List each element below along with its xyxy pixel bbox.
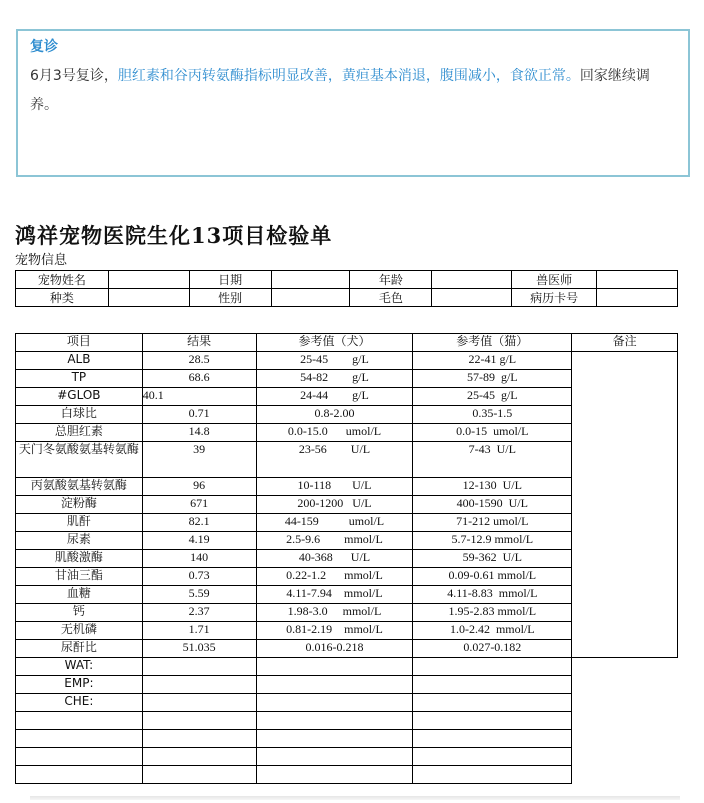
remark-cell (572, 352, 678, 658)
result-value (142, 676, 256, 694)
dog-reference: 4.11-7.94 mmol/L (256, 586, 413, 604)
result-value: 0.73 (142, 568, 256, 586)
result-item: 肌酸激酶 (16, 550, 143, 568)
dog-reference: 0.22-1.2 mmol/L (256, 568, 413, 586)
result-value (142, 730, 256, 748)
result-value: 96 (142, 478, 256, 496)
note-text-suffix: 回家继续调养。 (30, 68, 650, 113)
result-item: 无机磷 (16, 622, 143, 640)
result-item: CHE: (16, 694, 143, 712)
result-item: 血糖 (16, 586, 143, 604)
result-item (16, 730, 143, 748)
result-value: 51.035 (142, 640, 256, 658)
dog-reference: 44-159 umol/L (256, 514, 413, 532)
info-cell (597, 271, 678, 289)
dog-reference: 2.5-9.6 mmol/L (256, 532, 413, 550)
table-row (16, 676, 678, 694)
header-remark: 备注 (572, 334, 678, 352)
result-value (142, 766, 256, 784)
cat-reference (413, 748, 572, 766)
remark-cell (572, 676, 678, 694)
header-cat-reference: 参考值（猫） (413, 334, 572, 352)
result-value: 68.6 (142, 370, 256, 388)
table-row (16, 730, 678, 748)
dog-reference (256, 694, 413, 712)
table-row (16, 748, 678, 766)
remark-cell (572, 712, 678, 730)
pet-info-table (15, 270, 678, 307)
info-cell: 日期 (189, 271, 271, 289)
cat-reference: 0.09-0.61 mmol/L (413, 568, 572, 586)
cat-reference: 7-43 U/L (413, 442, 572, 478)
result-item: EMP: (16, 676, 143, 694)
result-item: 尿素 (16, 532, 143, 550)
dog-reference: 200-1200 U/L (256, 496, 413, 514)
cat-reference (413, 694, 572, 712)
result-value: 4.19 (142, 532, 256, 550)
cat-reference: 12-130 U/L (413, 478, 572, 496)
info-cell (432, 289, 512, 307)
pet-info-row (16, 289, 678, 307)
table-row (16, 694, 678, 712)
bottom-divider (30, 796, 680, 800)
info-cell: 性别 (189, 289, 271, 307)
result-value: 40.1 (142, 388, 256, 406)
lab-result-table (15, 333, 678, 784)
info-cell: 种类 (16, 289, 109, 307)
result-value: 39 (142, 442, 256, 478)
cat-reference: 22-41 g/L (413, 352, 572, 370)
cat-reference: 0.027-0.182 (413, 640, 572, 658)
result-value (142, 658, 256, 676)
result-item (16, 766, 143, 784)
cat-reference (413, 766, 572, 784)
cat-reference (413, 676, 572, 694)
result-item: TP (16, 370, 143, 388)
result-value: 2.37 (142, 604, 256, 622)
cat-reference: 0.35-1.5 (413, 406, 572, 424)
note-text (30, 62, 650, 120)
dog-reference (256, 730, 413, 748)
result-item (16, 712, 143, 730)
result-item: 丙氨酸氨基转氨酶 (16, 478, 143, 496)
cat-reference: 0.0-15 umol/L (413, 424, 572, 442)
result-value (142, 712, 256, 730)
header-result: 结果 (142, 334, 256, 352)
dog-reference: 23-56 U/L (256, 442, 413, 478)
dog-reference: 0.8-2.00 (256, 406, 413, 424)
result-value: 0.71 (142, 406, 256, 424)
info-cell: 年龄 (350, 271, 432, 289)
result-value: 82.1 (142, 514, 256, 532)
result-value: 1.71 (142, 622, 256, 640)
dog-reference: 40-368 U/L (256, 550, 413, 568)
info-cell (108, 271, 189, 289)
result-item: ALB (16, 352, 143, 370)
result-value (142, 694, 256, 712)
pet-info-label: 宠物信息 (15, 253, 68, 268)
result-header-row (16, 334, 678, 352)
remark-cell (572, 766, 678, 784)
info-cell (271, 271, 350, 289)
result-value: 140 (142, 550, 256, 568)
cat-reference (413, 730, 572, 748)
report-title: 鸿祥宠物医院生化13项目检验单 (15, 223, 333, 248)
dog-reference: 1.98-3.0 mmol/L (256, 604, 413, 622)
result-value (142, 748, 256, 766)
result-value: 671 (142, 496, 256, 514)
result-item: 天门冬氨酸氨基转氨酶 (16, 442, 143, 478)
pet-info-row (16, 271, 678, 289)
result-value: 5.59 (142, 586, 256, 604)
note-text-prefix: 6月3号复诊， (30, 68, 118, 84)
cat-reference (413, 658, 572, 676)
cat-reference (413, 712, 572, 730)
result-item: 甘油三酯 (16, 568, 143, 586)
dog-reference: 54-82 g/L (256, 370, 413, 388)
dog-reference: 0.0-15.0 umol/L (256, 424, 413, 442)
remark-cell (572, 730, 678, 748)
table-row (16, 712, 678, 730)
remark-cell (572, 658, 678, 676)
info-cell: 病历卡号 (512, 289, 597, 307)
dog-reference (256, 658, 413, 676)
cat-reference: 25-45 g/L (413, 388, 572, 406)
result-item (16, 748, 143, 766)
table-row (16, 658, 678, 676)
info-cell (271, 289, 350, 307)
result-item: 钙 (16, 604, 143, 622)
result-item: 白球比 (16, 406, 143, 424)
cat-reference: 1.95-2.83 mmol/L (413, 604, 572, 622)
dog-reference (256, 748, 413, 766)
info-cell (597, 289, 678, 307)
info-cell (432, 271, 512, 289)
result-item: 肌酐 (16, 514, 143, 532)
table-row (16, 766, 678, 784)
header-dog-reference: 参考值（犬） (256, 334, 413, 352)
dog-reference: 25-45 g/L (256, 352, 413, 370)
cat-reference: 71-212 umol/L (413, 514, 572, 532)
note-title: 复诊 (30, 39, 58, 55)
remark-cell (572, 748, 678, 766)
result-value: 28.5 (142, 352, 256, 370)
result-item: #GLOB (16, 388, 143, 406)
dog-reference (256, 676, 413, 694)
result-item: 尿酐比 (16, 640, 143, 658)
dog-reference: 24-44 g/L (256, 388, 413, 406)
result-item: 淀粉酶 (16, 496, 143, 514)
info-cell: 毛色 (350, 289, 432, 307)
cat-reference: 1.0-2.42 mmol/L (413, 622, 572, 640)
remark-cell (572, 694, 678, 712)
dog-reference: 0.016-0.218 (256, 640, 413, 658)
result-body (16, 352, 678, 784)
note-text-highlight: 胆红素和谷丙转氨酶指标明显改善，黄疸基本消退，腹围减小，食欲正常。 (117, 68, 580, 84)
info-cell (108, 289, 189, 307)
cat-reference: 59-362 U/L (413, 550, 572, 568)
info-cell: 宠物姓名 (16, 271, 109, 289)
table-row (16, 352, 678, 370)
dog-reference (256, 766, 413, 784)
cat-reference: 57-89 g/L (413, 370, 572, 388)
dog-reference: 0.81-2.19 mmol/L (256, 622, 413, 640)
cat-reference: 400-1590 U/L (413, 496, 572, 514)
cat-reference: 4.11-8.83 mmol/L (413, 586, 572, 604)
dog-reference (256, 712, 413, 730)
result-item: WAT: (16, 658, 143, 676)
header-item: 项目 (16, 334, 143, 352)
cat-reference: 5.7-12.9 mmol/L (413, 532, 572, 550)
result-value: 14.8 (142, 424, 256, 442)
info-cell: 兽医师 (512, 271, 597, 289)
dog-reference: 10-118 U/L (256, 478, 413, 496)
result-item: 总胆红素 (16, 424, 143, 442)
